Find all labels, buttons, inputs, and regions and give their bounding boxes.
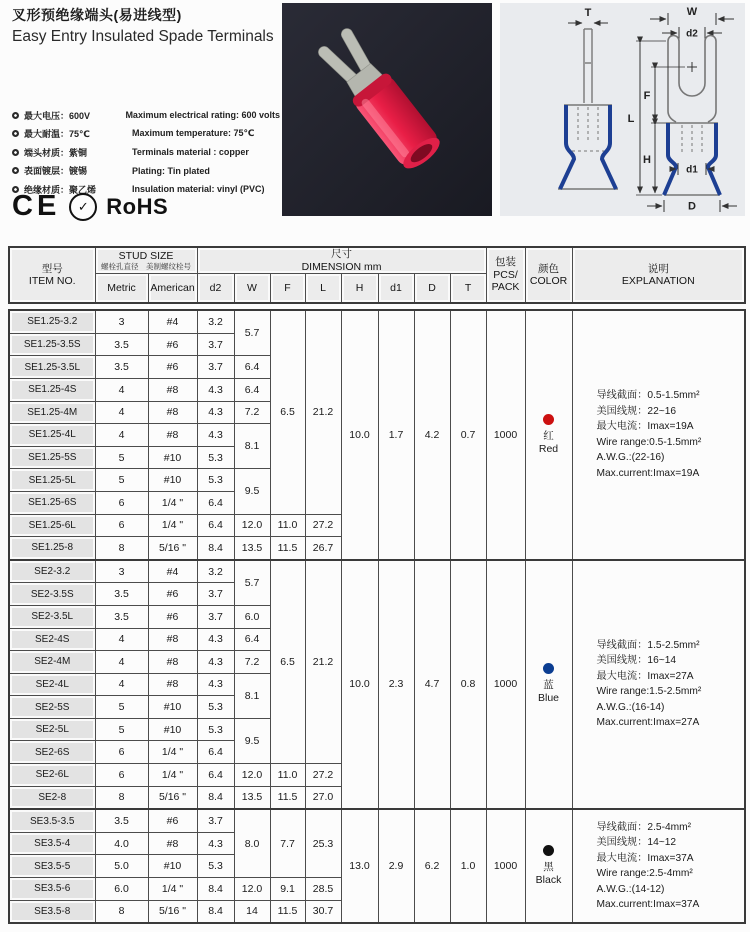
- value-cell: #8: [148, 628, 197, 651]
- value-cell: 0.7: [450, 310, 486, 560]
- svg-text:L: L: [627, 113, 635, 125]
- value-cell: 2.3: [378, 560, 414, 810]
- value-cell: 6: [95, 741, 148, 764]
- value-cell: #8: [148, 424, 197, 447]
- value-cell: 8.4: [197, 900, 234, 923]
- item-no-cell: SE1.25-5S: [9, 446, 95, 469]
- value-cell: 30.7: [305, 900, 341, 923]
- value-cell: 8.4: [197, 537, 234, 560]
- item-no-cell: SE3.5-8: [9, 900, 95, 923]
- spec-bullet-icon: [12, 112, 19, 119]
- value-cell: 13.5: [234, 537, 270, 560]
- value-cell: 5: [95, 469, 148, 492]
- col-header-dimension: 尺寸 DIMENSION mm: [197, 247, 486, 274]
- value-cell: 6.4: [234, 378, 270, 401]
- spec-label-en: Maximum temperature: 75℃: [132, 128, 255, 139]
- table-row: [9, 809, 745, 832]
- value-cell: 12.0: [234, 764, 270, 787]
- col-header-metric: Metric: [95, 274, 148, 304]
- value-cell: 3.2: [197, 560, 234, 583]
- value-cell: 5/16 ": [148, 900, 197, 923]
- value-cell: 6.5: [270, 310, 305, 514]
- value-cell: 11.5: [270, 537, 305, 560]
- value-cell: 12.0: [234, 878, 270, 901]
- item-no-cell: SE2-6L: [9, 764, 95, 787]
- value-cell: #6: [148, 333, 197, 356]
- value-cell: #10: [148, 696, 197, 719]
- value-cell: 11.5: [270, 786, 305, 809]
- value-cell: 1.0: [450, 809, 486, 923]
- col-header-explanation: 说明 EXPLANATION: [572, 247, 745, 303]
- item-no-cell: SE1.25-5L: [9, 469, 95, 492]
- value-cell: 4: [95, 378, 148, 401]
- col-header-t: T: [450, 274, 486, 304]
- color-dot-icon: [543, 845, 554, 856]
- col-header-d2: d2: [197, 274, 234, 304]
- value-cell: 7.2: [234, 401, 270, 424]
- value-cell: 4.3: [197, 832, 234, 855]
- value-cell: 8.1: [234, 673, 270, 718]
- value-cell: 4.3: [197, 424, 234, 447]
- value-cell: #6: [148, 356, 197, 379]
- col-header-l: L: [305, 274, 341, 304]
- value-cell: 5/16 ": [148, 537, 197, 560]
- value-cell: 4: [95, 401, 148, 424]
- value-cell: 8.4: [197, 878, 234, 901]
- svg-text:H: H: [643, 154, 651, 166]
- value-cell: 3.5: [95, 605, 148, 628]
- spec-row: [12, 143, 280, 162]
- spec-label-zh: 端头材质：紫铜: [24, 147, 88, 158]
- item-no-cell: SE1.25-8: [9, 537, 95, 560]
- value-cell: 1/4 ": [148, 491, 197, 514]
- value-cell: 10.0: [341, 560, 378, 810]
- table-row: [9, 560, 745, 583]
- spec-row: [12, 162, 280, 181]
- value-cell: 1000: [486, 310, 525, 560]
- value-cell: 1/4 ": [148, 878, 197, 901]
- value-cell: 6.4: [197, 764, 234, 787]
- item-no-cell: SE1.25-6S: [9, 491, 95, 514]
- value-cell: #8: [148, 378, 197, 401]
- table-row: [9, 310, 745, 333]
- spec-label-zh: 表面镀层：镀锡: [24, 166, 88, 177]
- value-cell: 1/4 ": [148, 514, 197, 537]
- value-cell: 28.5: [305, 878, 341, 901]
- value-cell: 10.0: [341, 310, 378, 560]
- page-title-en: Easy Entry Insulated Spade Terminals: [12, 28, 274, 45]
- spec-label-en: Terminals material : copper: [132, 147, 249, 158]
- value-cell: 6: [95, 764, 148, 787]
- spec-label-zh: 最大电压：600V: [24, 110, 91, 121]
- item-no-cell: SE2-5L: [9, 718, 95, 741]
- item-no-cell: SE2-4M: [9, 651, 95, 674]
- value-cell: 6.4: [197, 491, 234, 514]
- color-indicator: 红 Red: [525, 310, 572, 560]
- svg-text:W: W: [686, 6, 698, 18]
- value-cell: 5.3: [197, 696, 234, 719]
- value-cell: 3.2: [197, 310, 234, 333]
- value-cell: 3.5: [95, 333, 148, 356]
- color-dot-icon: [543, 663, 554, 674]
- value-cell: #4: [148, 560, 197, 583]
- col-header-stud-size: STUD SIZE 螺栓孔直径 美制螺纹栓号: [95, 247, 197, 274]
- spec-table-body: [8, 309, 746, 924]
- value-cell: 6.5: [270, 560, 305, 764]
- value-cell: #8: [148, 401, 197, 424]
- value-cell: 6.0: [234, 605, 270, 628]
- value-cell: 5.3: [197, 718, 234, 741]
- value-cell: 8: [95, 537, 148, 560]
- spec-row: [12, 125, 280, 144]
- col-header-f: F: [270, 274, 305, 304]
- page-title-zh: 叉形预绝缘端头(易进线型): [12, 7, 182, 23]
- col-header-color: 颜色 COLOR: [525, 247, 572, 303]
- col-header-d1: d1: [378, 274, 414, 304]
- value-cell: #8: [148, 832, 197, 855]
- item-no-cell: SE1.25-6L: [9, 514, 95, 537]
- value-cell: 4: [95, 628, 148, 651]
- explanation-text: 导线截面：1.5-2.5mm² 美国线规：16~14 最大电流：Imax=27A Wire range:1.5-2.5mm² A.W.G.:(16-14) Max.current:Imax=27A: [572, 560, 745, 810]
- value-cell: 5.3: [197, 855, 234, 878]
- item-no-cell: SE3.5-6: [9, 878, 95, 901]
- value-cell: 3.5: [95, 356, 148, 379]
- value-cell: 4.3: [197, 628, 234, 651]
- item-no-cell: SE1.25-3.5L: [9, 356, 95, 379]
- item-no-cell: SE2-6S: [9, 741, 95, 764]
- value-cell: 8.1: [234, 424, 270, 469]
- spec-label-en: Maximum electrical rating: 600 volts: [125, 110, 280, 121]
- value-cell: 4: [95, 651, 148, 674]
- col-header-d: D: [414, 274, 450, 304]
- value-cell: 9.5: [234, 469, 270, 514]
- value-cell: 3.7: [197, 583, 234, 606]
- value-cell: 4.3: [197, 673, 234, 696]
- value-cell: 6.4: [197, 514, 234, 537]
- value-cell: 8: [95, 900, 148, 923]
- value-cell: 5.7: [234, 310, 270, 356]
- item-no-cell: SE3.5-4: [9, 832, 95, 855]
- svg-text:D: D: [688, 200, 696, 213]
- value-cell: 6.2: [414, 809, 450, 923]
- value-cell: #4: [148, 310, 197, 333]
- item-no-cell: SE3.5-5: [9, 855, 95, 878]
- page-header: [12, 5, 280, 46]
- value-cell: 4.3: [197, 401, 234, 424]
- item-no-cell: SE2-3.5S: [9, 583, 95, 606]
- value-cell: 3.5: [95, 809, 148, 832]
- rohs-label: RoHS: [106, 193, 169, 219]
- value-cell: 25.3: [305, 809, 341, 877]
- item-no-cell: SE2-4S: [9, 628, 95, 651]
- col-header-american: American: [148, 274, 197, 304]
- value-cell: 26.7: [305, 537, 341, 560]
- value-cell: 5.0: [95, 855, 148, 878]
- value-cell: 3.7: [197, 356, 234, 379]
- value-cell: 2.9: [378, 809, 414, 923]
- value-cell: 4.0: [95, 832, 148, 855]
- value-cell: 27.0: [305, 786, 341, 809]
- value-cell: 4.2: [414, 310, 450, 560]
- value-cell: #8: [148, 651, 197, 674]
- svg-text:T: T: [584, 7, 592, 19]
- item-no-cell: SE1.25-3.5S: [9, 333, 95, 356]
- spec-bullet-icon: [12, 149, 19, 156]
- value-cell: 6: [95, 491, 148, 514]
- value-cell: 6.4: [234, 356, 270, 379]
- color-dot-icon: [543, 414, 554, 425]
- spec-table-header: [8, 246, 746, 304]
- value-cell: 1/4 ": [148, 741, 197, 764]
- value-cell: 3: [95, 310, 148, 333]
- value-cell: #6: [148, 809, 197, 832]
- item-no-cell: SE1.25-4M: [9, 401, 95, 424]
- value-cell: 3.7: [197, 605, 234, 628]
- spec-row: [12, 106, 280, 125]
- product-photo: [282, 3, 492, 216]
- item-no-cell: SE3.5-3.5: [9, 809, 95, 832]
- value-cell: 7.7: [270, 809, 305, 877]
- color-indicator: 蓝 Blue: [525, 560, 572, 810]
- value-cell: 5.7: [234, 560, 270, 606]
- value-cell: 6.4: [234, 628, 270, 651]
- value-cell: 7.2: [234, 651, 270, 674]
- value-cell: #10: [148, 718, 197, 741]
- spec-label-zh: 最大耐温：75℃: [24, 129, 90, 140]
- spec-label-zh: 绝缘材质：聚乙烯: [24, 184, 97, 195]
- value-cell: 8.0: [234, 809, 270, 877]
- explanation-text: 导线截面：2.5-4mm² 美国线规：14~12 最大电流：Imax=37A Wire range:2.5-4mm² A.W.G.:(14-12) Max.current:Imax=37A: [572, 809, 745, 923]
- value-cell: #6: [148, 583, 197, 606]
- spec-label-en: Plating: Tin plated: [132, 165, 210, 176]
- value-cell: 1000: [486, 809, 525, 923]
- value-cell: 1/4 ": [148, 764, 197, 787]
- value-cell: 6.0: [95, 878, 148, 901]
- value-cell: 0.8: [450, 560, 486, 810]
- svg-text:F: F: [643, 90, 651, 102]
- value-cell: 21.2: [305, 310, 341, 514]
- value-cell: 4: [95, 424, 148, 447]
- certification-circle-icon: ✓: [69, 193, 97, 221]
- value-cell: 27.2: [305, 514, 341, 537]
- value-cell: 3: [95, 560, 148, 583]
- svg-text:d1: d1: [686, 164, 698, 176]
- spec-label-en: Insulation material: vinyl (PVC): [132, 184, 265, 195]
- color-indicator: 黑 Black: [525, 809, 572, 923]
- value-cell: 4.3: [197, 651, 234, 674]
- spec-list: [12, 106, 280, 199]
- col-header-item: 型号 ITEM NO.: [9, 247, 95, 303]
- value-cell: 5: [95, 446, 148, 469]
- value-cell: 5: [95, 696, 148, 719]
- value-cell: 5: [95, 718, 148, 741]
- item-no-cell: SE2-4L: [9, 673, 95, 696]
- spec-table: [8, 246, 744, 924]
- item-no-cell: SE2-3.2: [9, 560, 95, 583]
- value-cell: #8: [148, 673, 197, 696]
- value-cell: 6.4: [197, 741, 234, 764]
- value-cell: 6: [95, 514, 148, 537]
- value-cell: #10: [148, 446, 197, 469]
- col-header-h: H: [341, 274, 378, 304]
- value-cell: 4.3: [197, 378, 234, 401]
- value-cell: 3.7: [197, 333, 234, 356]
- value-cell: 5.3: [197, 469, 234, 492]
- explanation-text: 导线截面：0.5-1.5mm² 美国线规：22~16 最大电流：Imax=19A Wire range:0.5-1.5mm² A.W.G.:(22-16) Max.current:Imax=19A: [572, 310, 745, 560]
- value-cell: 4: [95, 673, 148, 696]
- spec-bullet-icon: [12, 130, 19, 137]
- value-cell: 1000: [486, 560, 525, 810]
- col-header-pack: 包装 PCS/ PACK: [486, 247, 525, 303]
- value-cell: 11.0: [270, 764, 305, 787]
- value-cell: 9.1: [270, 878, 305, 901]
- value-cell: 3.5: [95, 583, 148, 606]
- value-cell: 3.7: [197, 809, 234, 832]
- value-cell: 5/16 ": [148, 786, 197, 809]
- value-cell: #10: [148, 855, 197, 878]
- item-no-cell: SE2-3.5L: [9, 605, 95, 628]
- dimension-diagram: [500, 3, 745, 216]
- certification-logos: [12, 190, 168, 223]
- value-cell: 12.0: [234, 514, 270, 537]
- value-cell: 4.7: [414, 560, 450, 810]
- value-cell: 13.5: [234, 786, 270, 809]
- item-no-cell: SE1.25-3.2: [9, 310, 95, 333]
- value-cell: 27.2: [305, 764, 341, 787]
- ce-mark-icon: CE: [12, 190, 61, 222]
- value-cell: 11.5: [270, 900, 305, 923]
- value-cell: 8.4: [197, 786, 234, 809]
- value-cell: 21.2: [305, 560, 341, 764]
- item-no-cell: SE1.25-4L: [9, 424, 95, 447]
- item-no-cell: SE2-8: [9, 786, 95, 809]
- value-cell: #6: [148, 605, 197, 628]
- value-cell: 5.3: [197, 446, 234, 469]
- svg-text:d2: d2: [686, 28, 698, 40]
- value-cell: #10: [148, 469, 197, 492]
- value-cell: 8: [95, 786, 148, 809]
- value-cell: 1.7: [378, 310, 414, 560]
- value-cell: 14: [234, 900, 270, 923]
- value-cell: 11.0: [270, 514, 305, 537]
- value-cell: 9.5: [234, 718, 270, 763]
- spec-bullet-icon: [12, 167, 19, 174]
- item-no-cell: SE1.25-4S: [9, 378, 95, 401]
- value-cell: 13.0: [341, 809, 378, 923]
- item-no-cell: SE2-5S: [9, 696, 95, 719]
- col-header-w: W: [234, 274, 270, 304]
